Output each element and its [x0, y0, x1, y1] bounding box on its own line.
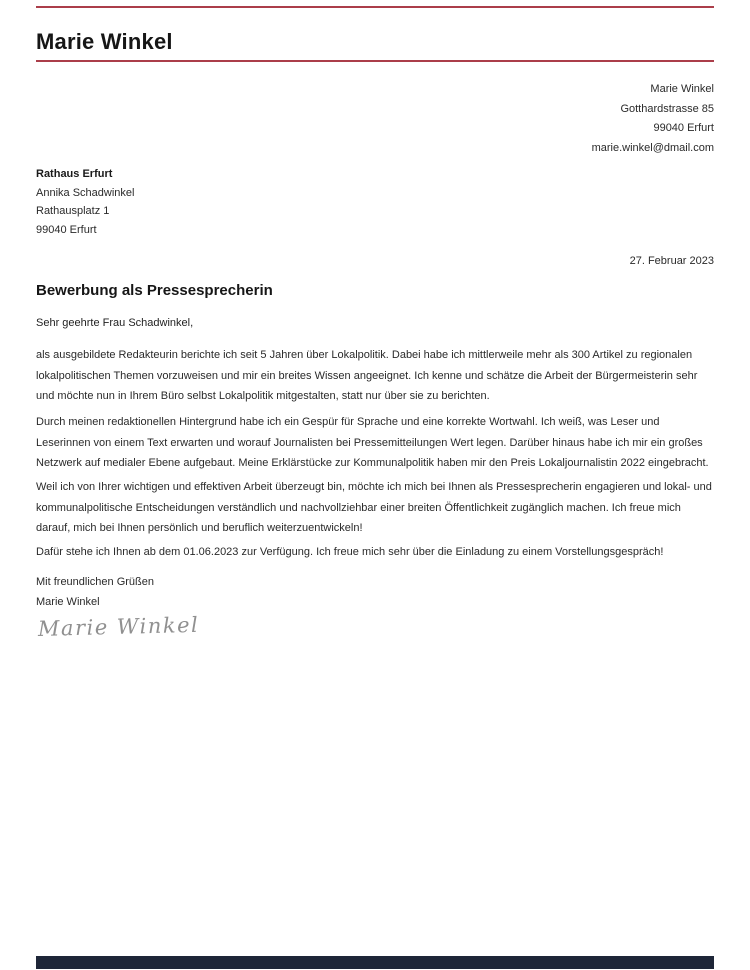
sender-street: Gotthardstrasse 85 — [620, 102, 714, 115]
body-paragraph-2: Durch meinen redaktionellen Hintergrund habe ich ein Gespür für Sprache und eine korrekte Wortwahl. Ich weiß, was Leser und Leserinnen von einem Text erwarten und worauf Journalisten bei Pressemitteilungen Wert legen. Darüber hinaus habe ich mir ein großes Netzwerk auf medialer Ebene aufgebaut. Meine Erklärstücke zur Kommunalpolitik haben mir den Preis Lokaljournalistin 2022 eingebracht. — [36, 416, 709, 470]
letter-date: 27. Februar 2023 — [629, 255, 714, 267]
sender-city: 99040 Erfurt — [653, 122, 714, 134]
page-title: Marie Winkel — [36, 29, 173, 54]
recipient-city: 99040 Erfurt — [36, 223, 97, 236]
recipient-street: Rathausplatz 1 — [36, 205, 110, 217]
body-paragraph-4: Dafür stehe ich Ihnen ab dem 01.06.2023 zur Verfügung. Ich freue mich sehr über die Einladung zu einem Vorstellungsgespräch! — [36, 546, 664, 558]
subject-line: Bewerbung als Pressesprecherin — [36, 282, 273, 299]
body-paragraph-3: Weil ich von Ihrer wichtigen und effektiven Arbeit überzeugt bin, möchte ich mich bei Ihnen als Pressesprecherin engagieren und lokal- und kommunalpolitische Entscheidungen verständlich und nachvollziehbar einer breiten Öffentlichkeit zugänglich machen. Ich freue mich darauf, mich bei Ihnen persönlich und beruflich weiterzuentwickeln! — [36, 481, 712, 535]
body-paragraph-1: als ausgebildete Redakteurin berichte ich seit 5 Jahren über Lokalpolitik. Dabei habe ich mittlerweile mehr als 300 Artikel zu regionalen lokalpolitischen Themen vorzuweisen und mir ein breites Wissen angeeignet. Ich kenne und schätze die Arbeit der Bürgermeisterin sehr und möchte nun in Ihrem Büro selbst Lokalpolitik mitgestalten, statt nur über sie zu berichten. — [36, 349, 698, 403]
recipient-address-block — [36, 165, 134, 239]
top-accent-rule — [36, 6, 714, 8]
closing-block — [36, 573, 154, 612]
footer-bar — [36, 956, 714, 969]
closing-name: Marie Winkel — [36, 595, 100, 608]
signature-handwriting: Marie Winkel — [37, 612, 200, 641]
sender-address-block — [592, 80, 714, 158]
closing-farewell: Mit freundlichen Grüßen — [36, 576, 154, 588]
sender-name: Marie Winkel — [650, 83, 714, 95]
header-accent-rule — [36, 60, 714, 62]
salutation: Sehr geehrte Frau Schadwinkel, — [36, 317, 194, 329]
sender-email: marie.winkel@dmail.com — [591, 141, 714, 154]
recipient-contact-name: Annika Schadwinkel — [36, 186, 135, 199]
recipient-organization: Rathaus Erfurt — [36, 168, 113, 180]
